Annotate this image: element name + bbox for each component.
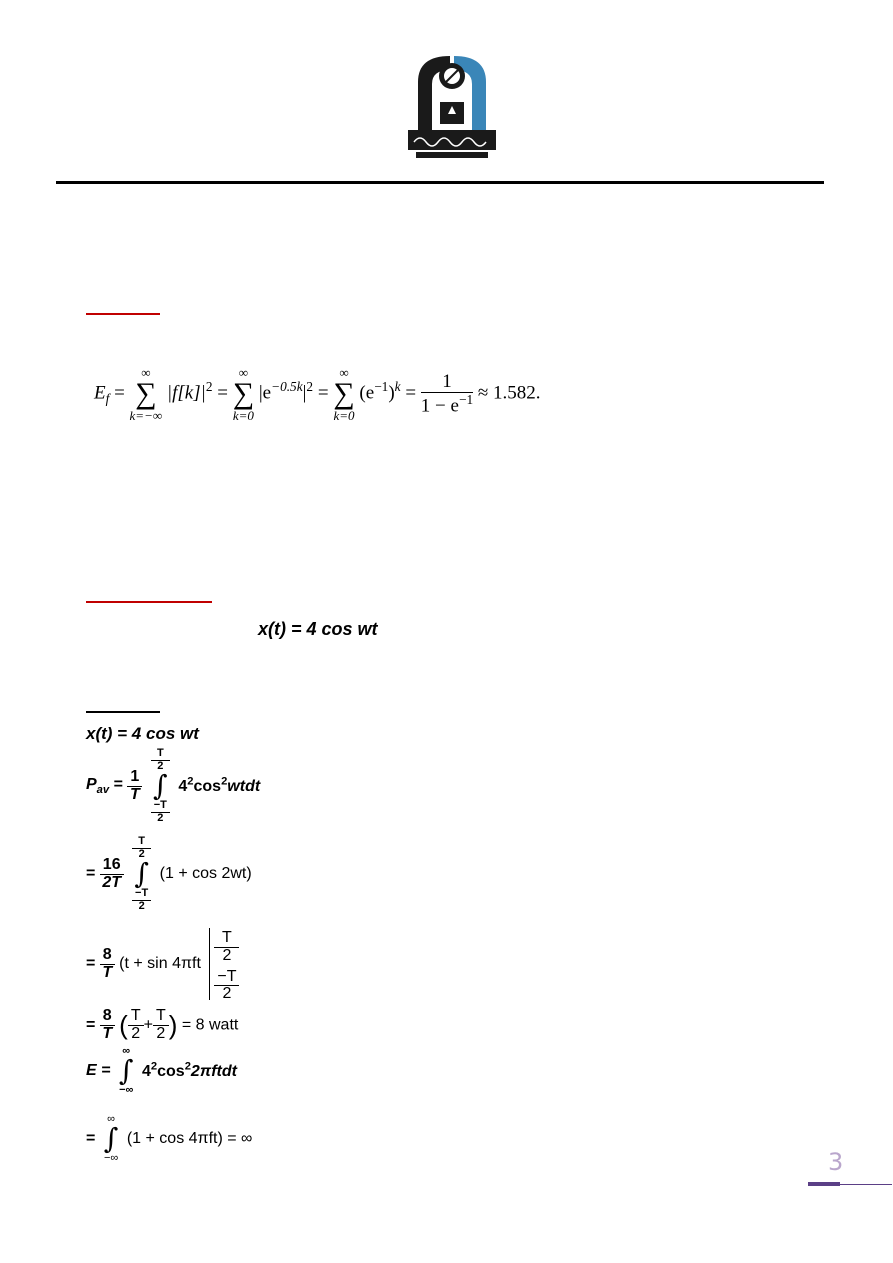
- solution-line-4: = $\frac{8}{T}$ (t + sin 4πft T 2 −T 2: [86, 928, 239, 1000]
- solution-line-3: = $\frac{16}{2T}$ T 2 ∫ −T 2 (1 + cos 2wt): [86, 835, 252, 912]
- energy-equation: $E_f$ = ∞ ∑ k=−∞ $|f[k]|^2$ = ∞ ∑ k=0 $|e^{-0.5k}|^2$ = ∞ ∑ k=0 $(e^{-1})^k$ = $\frac{1}{1 - e^{-1}}$ ≈ 1.582.: [94, 365, 541, 423]
- integral-symbol-4: ∞ ∫ −∞: [103, 1113, 119, 1164]
- evaluation-bar: T 2 −T 2: [209, 928, 239, 1000]
- integral-symbol-2: T 2 ∫ −T 2: [132, 836, 151, 912]
- solution-line-5: = $\frac{8}{T}$ ( $\frac{T}{2}$ + $\frac{T}{2}$ ) = 8 watt: [86, 1007, 239, 1042]
- sum-symbol-3: ∞ ∑ k=0: [333, 365, 355, 423]
- example2-heading-underline: [86, 601, 212, 603]
- integral-symbol-3: ∞ ∫ −∞: [118, 1045, 134, 1096]
- header-divider: [56, 181, 824, 184]
- example1-heading-underline: [86, 313, 160, 315]
- sum-symbol-2: ∞ ∑ k=0: [232, 365, 255, 423]
- page-number-accent: [808, 1182, 840, 1186]
- solution-line-7: = ∞ ∫ −∞ (1 + cos 4πft) = ∞: [86, 1113, 253, 1164]
- solution-heading-underline: [86, 711, 160, 713]
- page-number: 3: [828, 1148, 844, 1176]
- example2-signal: x(t) = 4 cos wt: [258, 619, 378, 639]
- sum-symbol-1: ∞ ∑ k=−∞: [129, 365, 163, 423]
- solution-pav: $P_{av}$ = $\frac{1}{T}$ T 2 ∫ −T 2 $4^2\cos^2wtdt$: [86, 747, 261, 824]
- energy-fraction: $\frac{1}{1 - e^{-1}}$: [420, 370, 474, 417]
- integral-symbol-1: T 2 ∫ −T 2: [151, 748, 170, 824]
- page-number-rule: [840, 1184, 892, 1185]
- solution-line-1: x(t) = 4 cos wt: [86, 724, 199, 743]
- solution-energy: E = ∞ ∫ −∞ $4^2\cos^22\pi ftdt$: [86, 1045, 237, 1096]
- university-logo: [408, 52, 496, 160]
